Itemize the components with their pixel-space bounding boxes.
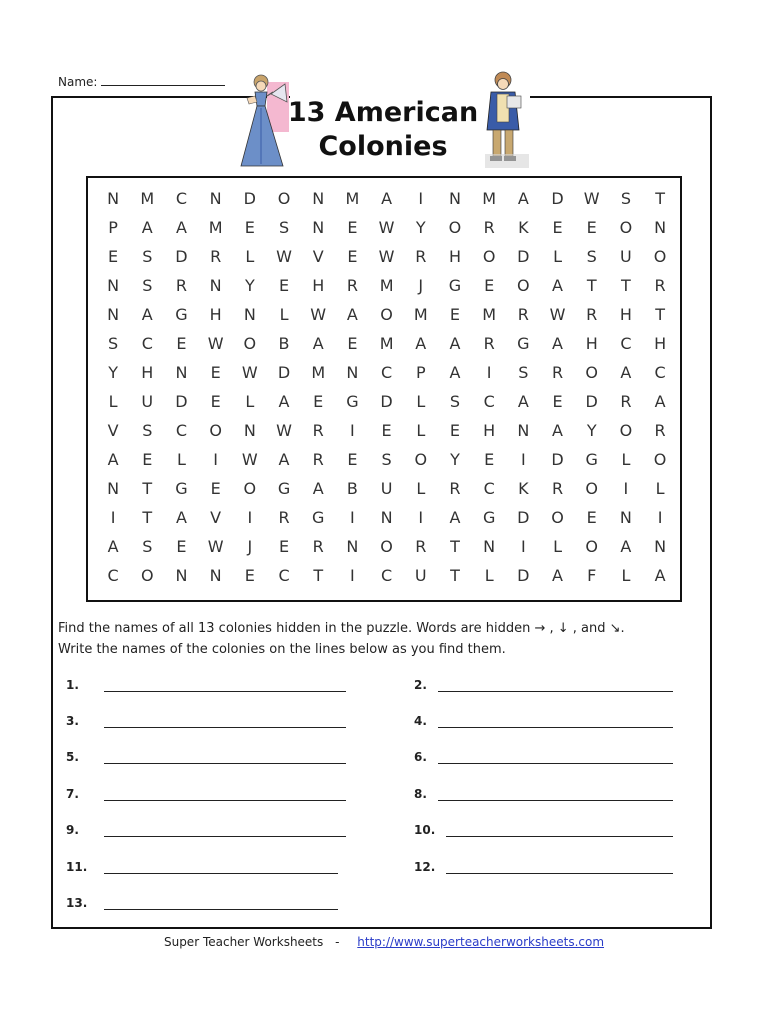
- grid-letter: E: [449, 421, 461, 440]
- grid-letter: C: [107, 566, 119, 585]
- grid-letter: E: [313, 392, 324, 411]
- grid-letter: B: [346, 479, 358, 498]
- grid-letter: G: [277, 479, 291, 498]
- grid-letter: E: [244, 566, 255, 585]
- grid-letter: M: [345, 189, 360, 208]
- grid-letter: H: [448, 247, 461, 266]
- answer-line[interactable]: [438, 800, 673, 801]
- answer-item: [66, 823, 79, 837]
- grid-letter: W: [378, 247, 395, 266]
- grid-letter: Y: [586, 421, 597, 440]
- grid-letter: S: [586, 247, 597, 266]
- grid-letter: E: [552, 218, 563, 237]
- grid-letter: I: [520, 450, 526, 469]
- grid-letter: D: [551, 450, 564, 469]
- answer-number: 1.: [66, 678, 79, 692]
- grid-letter: N: [243, 421, 256, 440]
- answer-item: [414, 787, 427, 801]
- grid-letter: R: [654, 421, 666, 440]
- grid-letter: P: [415, 363, 426, 382]
- grid-letter: I: [350, 566, 355, 585]
- grid-letter: Y: [108, 363, 118, 382]
- grid-letter: C: [654, 363, 666, 382]
- grid-letter: S: [381, 450, 392, 469]
- grid-letter: A: [620, 363, 632, 382]
- grid-letter: O: [243, 334, 257, 353]
- grid-letter: D: [517, 508, 530, 527]
- grid-letter: L: [553, 537, 562, 556]
- answer-line[interactable]: [446, 873, 673, 874]
- grid-letter: S: [449, 392, 461, 411]
- grid-letter: R: [517, 305, 529, 324]
- grid-letter: R: [175, 276, 188, 295]
- grid-letter: E: [552, 392, 563, 411]
- grid-letter: H: [141, 363, 154, 382]
- word-search-grid: [96, 184, 677, 590]
- grid-letter: A: [278, 392, 290, 411]
- grid-letter: M: [379, 334, 394, 353]
- grid-letter: S: [108, 334, 119, 353]
- grid-letter: A: [278, 450, 290, 469]
- grid-letter: G: [517, 334, 530, 353]
- grid-letter: W: [276, 421, 292, 440]
- grid-letter: E: [108, 247, 119, 266]
- grid-letter: R: [483, 334, 495, 353]
- grid-letter: D: [380, 392, 393, 411]
- grid-letter: O: [380, 537, 393, 556]
- grid-letter: N: [243, 305, 256, 324]
- grid-letter: N: [209, 566, 222, 585]
- grid-letter: O: [140, 566, 154, 585]
- grid-letter: A: [415, 334, 427, 353]
- name-field: [58, 74, 225, 89]
- grid-letter: W: [207, 334, 224, 353]
- grid-letter: W: [549, 305, 566, 324]
- answer-number: 3.: [66, 714, 79, 728]
- grid-letter: L: [416, 392, 426, 411]
- grid-letter: R: [312, 537, 324, 556]
- grid-letter: G: [312, 508, 325, 527]
- grid-letter: O: [653, 247, 667, 266]
- grid-letter: T: [142, 479, 153, 498]
- answer-number: 8.: [414, 787, 427, 801]
- answer-number: 6.: [414, 750, 427, 764]
- grid-letter: N: [619, 508, 632, 527]
- grid-letter: C: [175, 421, 188, 440]
- grid-letter: J: [247, 537, 253, 556]
- grid-letter: O: [448, 218, 462, 237]
- answer-line[interactable]: [104, 800, 346, 801]
- grid-letter: L: [279, 305, 289, 324]
- instructions-line-2: Write the names of the colonies on the lines below as you find them.: [58, 642, 506, 657]
- grid-letter: A: [654, 392, 666, 411]
- grid-letter: T: [655, 189, 665, 208]
- grid-letter: S: [142, 247, 153, 266]
- grid-letter: O: [414, 450, 428, 469]
- grid-letter: W: [241, 363, 258, 382]
- grid-letter: E: [176, 537, 187, 556]
- grid-letter: J: [418, 276, 424, 295]
- grid-letter: I: [213, 450, 219, 469]
- grid-letter: O: [209, 421, 222, 440]
- grid-letter: T: [450, 566, 460, 585]
- grid-letter: R: [346, 276, 358, 295]
- grid-letter: E: [142, 450, 153, 469]
- grid-letter: N: [312, 218, 325, 237]
- grid-letter: M: [140, 189, 155, 208]
- grid-letter: T: [142, 508, 153, 527]
- answer-item: [414, 750, 427, 764]
- grid-letter: D: [585, 392, 598, 411]
- answer-line[interactable]: [104, 691, 346, 692]
- grid-letter: R: [278, 508, 290, 527]
- grid-letter: O: [380, 305, 393, 324]
- title-line-2: Colonies: [318, 131, 448, 162]
- grid-letter: A: [381, 189, 393, 208]
- grid-letter: T: [313, 566, 324, 585]
- grid-letter: M: [482, 189, 497, 208]
- grid-letter: S: [142, 537, 153, 556]
- grid-letter: N: [380, 508, 393, 527]
- grid-letter: R: [312, 421, 324, 440]
- grid-letter: C: [483, 479, 495, 498]
- grid-letter: A: [449, 363, 461, 382]
- grid-letter: D: [517, 566, 530, 585]
- grid-letter: R: [620, 392, 632, 411]
- grid-letter: E: [176, 334, 187, 353]
- grid-letter: A: [312, 479, 324, 498]
- grid-letter: A: [552, 421, 563, 440]
- grid-letter: E: [586, 218, 597, 237]
- grid-letter: A: [175, 508, 187, 527]
- grid-letter: T: [621, 276, 631, 295]
- footer-separator: -: [335, 935, 340, 949]
- grid-letter: O: [619, 421, 633, 440]
- grid-letter: T: [450, 537, 460, 556]
- grid-letter: E: [484, 450, 495, 469]
- grid-letter: C: [141, 334, 153, 353]
- grid-letter: E: [210, 479, 221, 498]
- grid-letter: C: [381, 566, 393, 585]
- grid-letter: E: [347, 334, 358, 353]
- grid-letter: I: [418, 189, 424, 208]
- answer-item: [66, 678, 79, 692]
- grid-letter: G: [585, 450, 598, 469]
- grid-letter: D: [517, 247, 530, 266]
- answer-item: [414, 714, 427, 728]
- grid-letter: V: [312, 247, 324, 266]
- grid-letter: G: [482, 508, 496, 527]
- grid-letter: M: [482, 305, 497, 324]
- grid-letter: N: [107, 189, 120, 208]
- grid-letter: N: [312, 189, 325, 208]
- grid-letter: O: [585, 479, 599, 498]
- answer-line[interactable]: [438, 691, 673, 692]
- grid-letter: D: [175, 392, 188, 411]
- grid-letter: E: [210, 392, 221, 411]
- grid-letter: R: [415, 247, 427, 266]
- grid-letter: O: [585, 363, 599, 382]
- grid-letter: A: [449, 508, 461, 527]
- grid-letter: G: [175, 305, 188, 324]
- grid-letter: E: [586, 508, 597, 527]
- grid-letter: N: [107, 276, 120, 295]
- grid-letter: N: [346, 363, 359, 382]
- answer-item: [66, 860, 87, 874]
- grid-letter: S: [142, 276, 153, 295]
- grid-letter: L: [416, 479, 426, 498]
- grid-letter: A: [449, 334, 461, 353]
- grid-letter: I: [418, 508, 424, 527]
- answer-line[interactable]: [104, 836, 346, 837]
- grid-letter: C: [175, 189, 188, 208]
- answer-line[interactable]: [104, 727, 346, 728]
- word-search-box: [86, 176, 682, 602]
- grid-letter: W: [310, 305, 327, 324]
- grid-letter: I: [623, 479, 629, 498]
- grid-letter: I: [486, 363, 492, 382]
- grid-letter: L: [553, 247, 562, 266]
- grid-letter: U: [380, 479, 393, 498]
- grid-letter: L: [177, 450, 186, 469]
- grid-letter: S: [518, 363, 529, 382]
- grid-letter: W: [241, 450, 258, 469]
- grid-letter: R: [483, 218, 495, 237]
- grid-letter: E: [278, 537, 290, 556]
- grid-letter: S: [278, 218, 290, 237]
- answer-item: [414, 860, 435, 874]
- grid-letter: C: [483, 392, 495, 411]
- grid-letter: G: [448, 276, 462, 295]
- grid-letter: I: [350, 508, 355, 527]
- footer-link[interactable]: http://www.superteacherworksheets.com: [357, 935, 605, 949]
- grid-letter: O: [653, 450, 667, 469]
- grid-letter: M: [311, 363, 326, 382]
- grid-letter: O: [619, 218, 633, 237]
- grid-letter: O: [482, 247, 496, 266]
- grid-letter: N: [517, 421, 530, 440]
- grid-letter: Y: [415, 218, 426, 237]
- grid-letter: N: [483, 537, 496, 556]
- grid-letter: A: [141, 305, 153, 324]
- grid-letter: E: [484, 276, 495, 295]
- grid-letter: I: [350, 421, 355, 440]
- grid-letter: D: [243, 189, 256, 208]
- answer-number: 11.: [66, 860, 88, 874]
- grid-letter: R: [415, 537, 427, 556]
- grid-letter: L: [245, 392, 255, 411]
- footer: [0, 935, 768, 949]
- title-line-1: 13 American: [287, 97, 479, 128]
- grid-letter: S: [142, 421, 153, 440]
- grid-letter: M: [413, 305, 428, 324]
- name-blank[interactable]: [101, 74, 225, 86]
- grid-letter: Y: [244, 276, 255, 295]
- grid-letter: U: [620, 247, 632, 266]
- answer-number: 5.: [66, 750, 79, 764]
- grid-letter: A: [346, 305, 358, 324]
- grid-letter: O: [243, 479, 257, 498]
- grid-letter: O: [551, 508, 564, 527]
- answer-number: 7.: [66, 787, 79, 801]
- grid-letter: N: [209, 189, 222, 208]
- answer-number: 12.: [414, 860, 436, 874]
- answer-item: [66, 714, 79, 728]
- grid-letter: I: [110, 508, 116, 527]
- grid-letter: I: [657, 508, 663, 527]
- answer-number: 10.: [414, 823, 436, 837]
- grid-letter: L: [621, 566, 631, 585]
- grid-letter: E: [210, 363, 221, 382]
- grid-letter: H: [585, 334, 598, 353]
- grid-letter: A: [654, 566, 666, 585]
- grid-letter: K: [518, 479, 529, 498]
- grid-letter: A: [552, 276, 563, 295]
- grid-letter: G: [346, 392, 359, 411]
- grid-letter: B: [278, 334, 290, 353]
- answer-item: [414, 678, 427, 692]
- grid-letter: H: [209, 305, 222, 324]
- grid-letter: A: [552, 566, 563, 585]
- grid-letter: N: [654, 218, 667, 237]
- answer-item: [66, 750, 79, 764]
- grid-letter: M: [208, 218, 223, 237]
- grid-letter: E: [347, 450, 358, 469]
- grid-letter: A: [517, 392, 529, 411]
- grid-letter: T: [586, 276, 597, 295]
- answer-line[interactable]: [438, 727, 673, 728]
- grid-letter: V: [107, 421, 119, 440]
- instructions-line-1: Find the names of all 13 colonies hidden in the puzzle. Words are hidden → , ↓ , and ↘.: [58, 621, 625, 636]
- grid-letter: P: [108, 218, 118, 237]
- grid-letter: Y: [450, 450, 460, 469]
- answer-number: 4.: [414, 714, 427, 728]
- answer-number: 2.: [414, 678, 427, 692]
- grid-letter: K: [518, 218, 529, 237]
- grid-letter: E: [381, 421, 392, 440]
- grid-letter: W: [583, 189, 600, 208]
- grid-letter: W: [276, 247, 292, 266]
- grid-letter: L: [655, 479, 665, 498]
- grid-letter: I: [520, 537, 526, 556]
- grid-letter: A: [141, 218, 153, 237]
- grid-letter: N: [346, 537, 359, 556]
- grid-letter: O: [277, 189, 291, 208]
- grid-letter: D: [277, 363, 291, 382]
- grid-letter: L: [416, 421, 426, 440]
- grid-letter: H: [619, 305, 632, 324]
- answer-line[interactable]: [104, 763, 346, 764]
- grid-letter: N: [175, 566, 188, 585]
- grid-letter: R: [654, 276, 666, 295]
- instructions: [58, 618, 625, 660]
- grid-letter: O: [517, 276, 530, 295]
- footer-brand: Super Teacher Worksheets: [163, 935, 324, 949]
- grid-letter: N: [654, 537, 667, 556]
- grid-letter: A: [107, 450, 119, 469]
- grid-letter: N: [209, 276, 222, 295]
- grid-letter: I: [247, 508, 253, 527]
- grid-letter: E: [347, 247, 358, 266]
- grid-letter: H: [654, 334, 667, 353]
- grid-letter: L: [484, 566, 494, 585]
- grid-letter: A: [312, 334, 324, 353]
- worksheet-title: [278, 96, 488, 164]
- answer-number: 9.: [66, 823, 79, 837]
- answer-line[interactable]: [446, 836, 673, 837]
- grid-letter: A: [552, 334, 563, 353]
- grid-letter: C: [381, 363, 393, 382]
- grid-letter: N: [448, 189, 461, 208]
- answer-item: [66, 896, 87, 910]
- grid-letter: C: [278, 566, 290, 585]
- grid-letter: W: [378, 218, 395, 237]
- grid-letter: R: [586, 305, 598, 324]
- grid-letter: V: [210, 508, 222, 527]
- grid-letter: A: [175, 218, 187, 237]
- grid-letter: N: [107, 305, 120, 324]
- grid-letter: C: [620, 334, 632, 353]
- grid-letter: D: [175, 247, 188, 266]
- grid-letter: F: [587, 566, 597, 585]
- grid-letter: N: [107, 479, 120, 498]
- grid-letter: L: [621, 450, 631, 469]
- grid-letter: R: [551, 479, 564, 498]
- grid-letter: H: [312, 276, 325, 295]
- grid-letter: A: [107, 537, 119, 556]
- grid-letter: E: [278, 276, 290, 295]
- grid-letter: G: [175, 479, 188, 498]
- grid-letter: W: [207, 537, 224, 556]
- grid-letter: N: [175, 363, 188, 382]
- answer-item: [66, 787, 79, 801]
- grid-letter: O: [585, 537, 599, 556]
- answer-number: 13.: [66, 896, 88, 910]
- grid-letter: U: [141, 392, 154, 411]
- answer-line[interactable]: [104, 873, 338, 874]
- grid-letter: U: [414, 566, 427, 585]
- grid-letter: A: [620, 537, 632, 556]
- grid-letter: M: [379, 276, 394, 295]
- answer-line[interactable]: [104, 909, 338, 910]
- grid-letter: L: [245, 247, 255, 266]
- name-label: Name:: [58, 75, 98, 89]
- grid-letter: T: [655, 305, 665, 324]
- grid-letter: D: [551, 189, 564, 208]
- grid-letter: E: [347, 218, 358, 237]
- grid-letter: E: [449, 305, 461, 324]
- grid-letter: H: [483, 421, 496, 440]
- answer-line[interactable]: [438, 763, 673, 764]
- grid-letter: R: [210, 247, 222, 266]
- grid-letter: E: [244, 218, 255, 237]
- answer-item: [414, 823, 435, 837]
- grid-letter: A: [517, 189, 529, 208]
- grid-letter: R: [551, 363, 564, 382]
- grid-letter: R: [449, 479, 461, 498]
- grid-letter: L: [108, 392, 118, 411]
- grid-letter: S: [620, 189, 631, 208]
- grid-letter: R: [312, 450, 324, 469]
